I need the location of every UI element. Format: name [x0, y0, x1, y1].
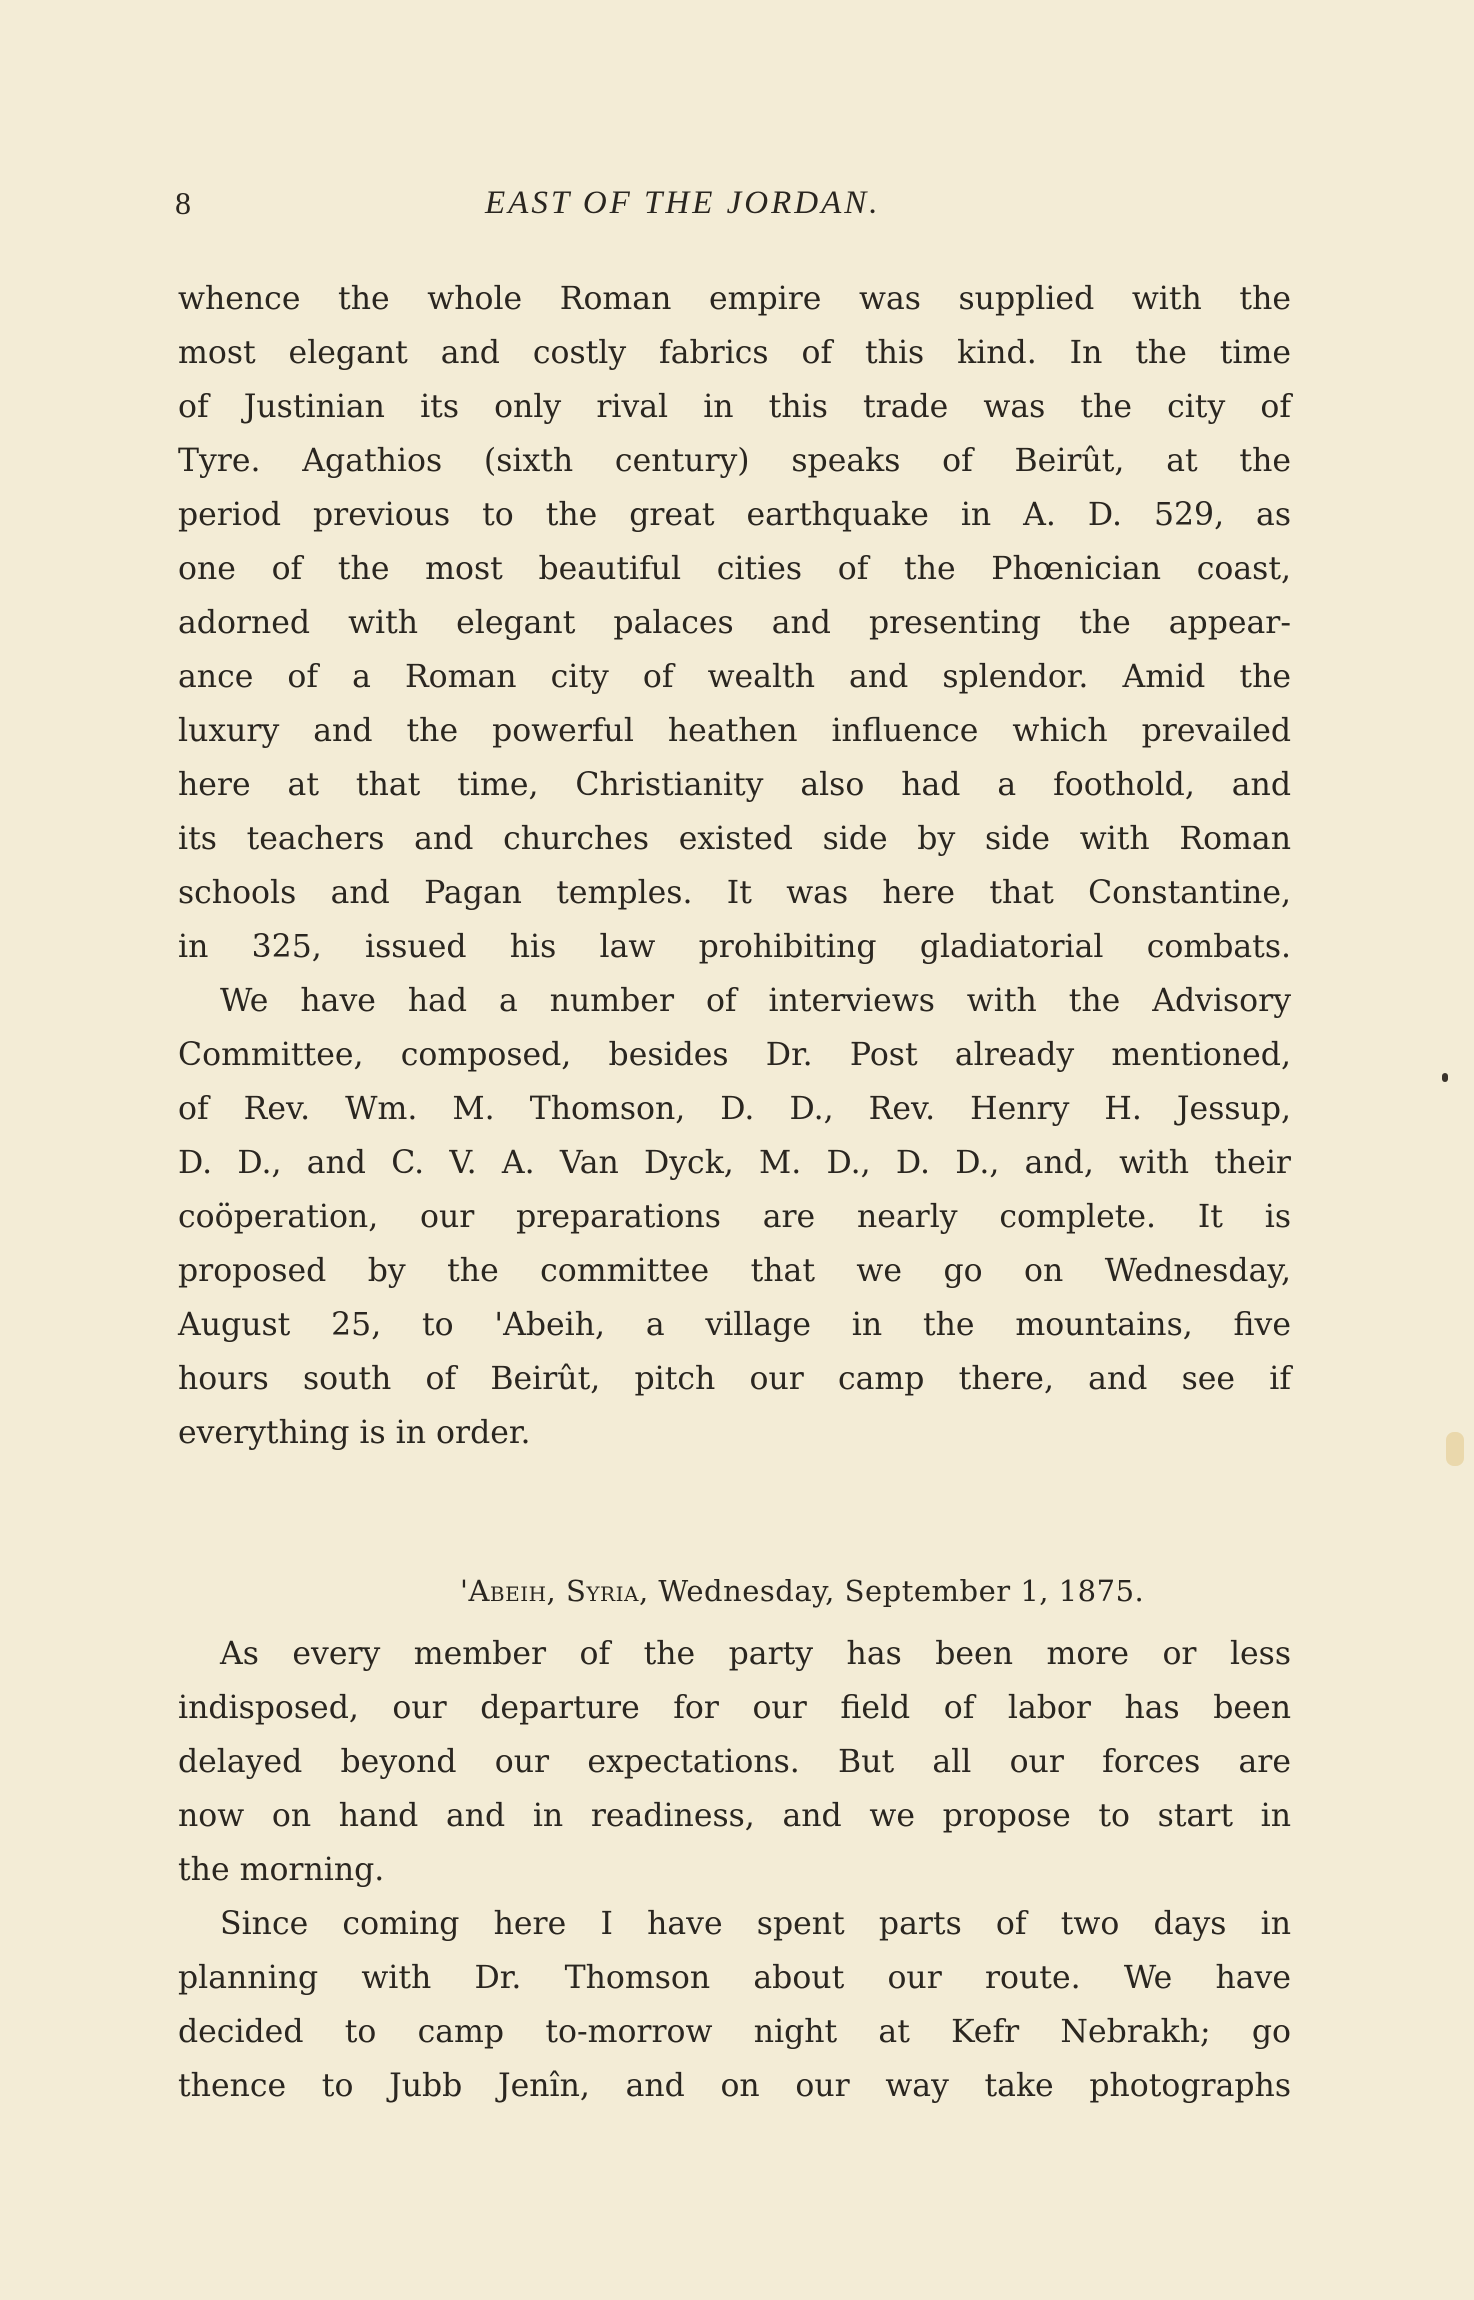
text-line: coöperation, our preparations are nearly complete. It is: [178, 1199, 1291, 1235]
text-line: proposed by the committee that we go on Wednesday,: [178, 1253, 1291, 1289]
paragraph-block-1: [178, 272, 1291, 1460]
running-head: EAST OF THE JORDAN.: [485, 185, 881, 221]
text-line: now on hand and in readiness, and we propose to start in: [178, 1798, 1291, 1834]
dateline-date: Wednesday, September 1, 1875.: [658, 1574, 1145, 1608]
paper-stain: [1446, 1432, 1464, 1466]
text-line: the morning.: [178, 1852, 385, 1888]
text-line: hours south of Beirût, pitch our camp there, and see if: [178, 1361, 1291, 1397]
text-line: ance of a Roman city of wealth and splendor. Amid the: [178, 659, 1291, 695]
page-header: [175, 185, 1295, 235]
text-line: one of the most beautiful cities of the Phœnician coast,: [178, 551, 1291, 587]
text-line: thence to Jubb Jenîn, and on our way take photographs: [178, 2068, 1291, 2104]
text-line: its teachers and churches existed side by side with Roman: [178, 821, 1291, 857]
dateline: [460, 1571, 1260, 1611]
text-line: of Rev. Wm. M. Thomson, D. D., Rev. Henry H. Jessup,: [178, 1091, 1291, 1127]
text-line: everything is in order.: [178, 1415, 531, 1451]
text-line: We have had a number of interviews with the Advisory: [220, 983, 1291, 1019]
text-line: Tyre. Agathios (sixth century) speaks of Beirût, at the: [178, 443, 1291, 479]
text-line: delayed beyond our expectations. But all our forces are: [178, 1744, 1291, 1780]
page-number: 8: [175, 185, 191, 221]
text-line: here at that time, Christianity also had a foothold, and: [178, 767, 1291, 803]
text-line: adorned with elegant palaces and presenting the appear-: [178, 605, 1291, 641]
text-line: schools and Pagan temples. It was here that Constantine,: [178, 875, 1291, 911]
text-line: decided to camp to-morrow night at Kefr Nebrakh; go: [178, 2014, 1291, 2050]
text-line: period previous to the great earthquake in A. D. 529, as: [178, 497, 1291, 533]
text-line: of Justinian its only rival in this trade was the city of: [178, 389, 1291, 425]
text-line: most elegant and costly fabrics of this kind. In the time: [178, 335, 1291, 371]
ink-speck: [1442, 1073, 1448, 1082]
text-line: D. D., and C. V. A. Van Dyck, M. D., D. D., and, with their: [178, 1145, 1291, 1181]
text-line: in 325, issued his law prohibiting gladiatorial combats.: [178, 929, 1291, 965]
text-line: whence the whole Roman empire was supplied with the: [178, 281, 1291, 317]
dateline-place: 'Abeih, Syria,: [460, 1574, 649, 1608]
text-line: planning with Dr. Thomson about our route. We have: [178, 1960, 1291, 1996]
text-line: Committee, composed, besides Dr. Post already mentioned,: [178, 1037, 1291, 1073]
text-line: Since coming here I have spent parts of two days in: [220, 1906, 1291, 1942]
paragraph-block-2: [178, 1627, 1291, 2113]
text-line: luxury and the powerful heathen influence which prevailed: [178, 713, 1291, 749]
text-line: August 25, to 'Abeih, a village in the mountains, five: [178, 1307, 1291, 1343]
text-line: As every member of the party has been more or less: [220, 1636, 1291, 1672]
text-line: indisposed, our departure for our field of labor has been: [178, 1690, 1291, 1726]
